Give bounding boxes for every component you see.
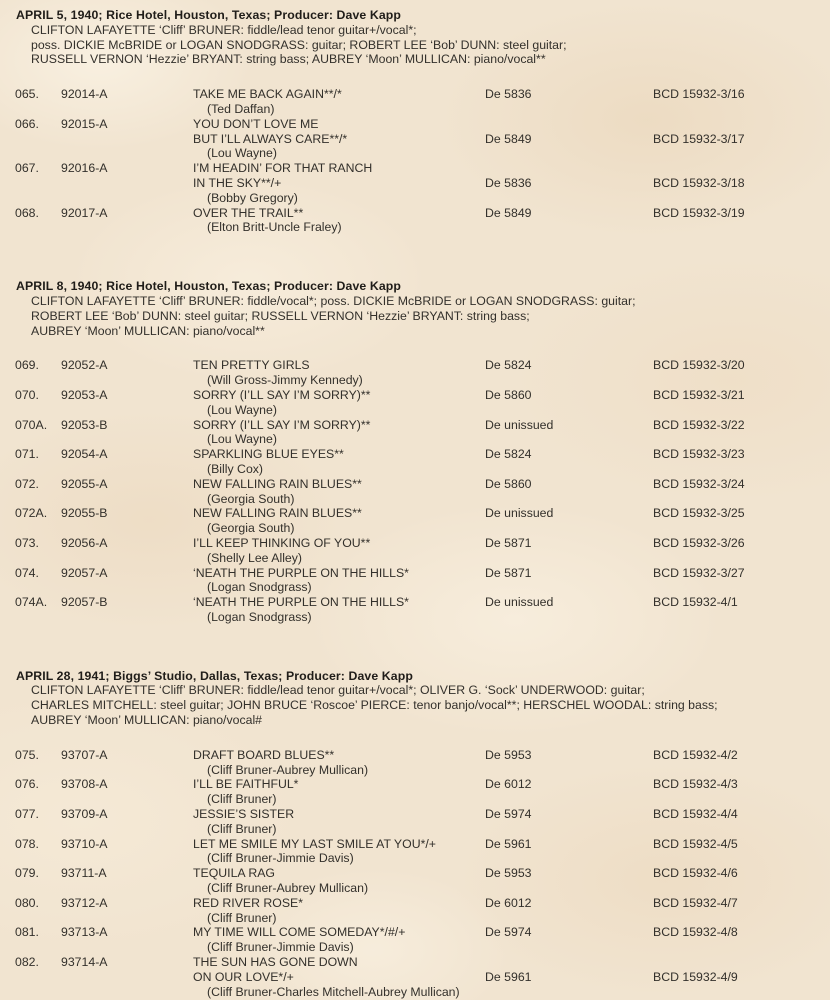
bcd-reference: BCD 15932-4/5 [653,836,738,851]
composer-credit: (Cliff Bruner) [207,821,277,836]
session-block [0,279,830,625]
song-title: IN THE SKY**/+ [193,175,282,190]
track-number: 066. [15,116,39,131]
bcd-reference: BCD 15932-3/20 [653,358,745,373]
composer-line [15,462,830,477]
personnel-line: CLIFTON LAFAYETTE ‘Cliff’ BRUNER: fiddle/lead tenor guitar+/vocal*; OLIVER G. ‘Sock’ UNDERWOOD: guitar; [31,683,645,698]
track-line [15,87,830,102]
record-label: De 5961 [485,969,532,984]
track-list [0,87,830,235]
composer-line [15,580,830,595]
matrix-number [61,985,193,1000]
composer-line [15,551,830,566]
matrix-number [61,220,193,235]
personnel-line: ROBERT LEE ‘Bob’ DUNN: steel guitar; RUSSELL VERNON ‘Hezzie’ BRYANT: string bass; [31,308,530,323]
track-number [15,176,61,191]
bcd-reference: BCD 15932-3/21 [653,387,745,402]
bcd-reference: BCD 15932-4/8 [653,925,738,940]
song-title: THE SUN HAS GONE DOWN [193,955,358,970]
composer-line [15,985,830,1000]
song-title: SORRY (I’LL SAY I’M SORRY)** [193,387,371,402]
track-number [15,911,61,926]
matrix-number [61,851,193,866]
track-number [15,191,61,206]
composer-line [15,220,830,235]
song-title: TAKE ME BACK AGAIN**/* [193,87,342,102]
track-number [15,432,61,447]
record-label: De 5961 [485,836,532,851]
matrix-number: 92053-A [61,387,108,402]
bcd-reference [653,161,830,176]
track-line [15,955,830,970]
track-number [15,146,61,161]
composer-credit: (Cliff Bruner-Charles Mitchell-Aubrey Mullican) [207,984,460,999]
track-line [15,837,830,852]
record-label: De 5824 [485,447,532,462]
song-title: JESSIE’S SISTER [193,807,295,822]
table-row [15,117,830,161]
composer-credit: (Georgia South) [207,491,295,506]
song-title: BUT I’LL ALWAYS CARE**/* [193,131,348,146]
song-title: ‘NEATH THE PURPLE ON THE HILLS* [193,565,409,580]
song-title: ‘NEATH THE PURPLE ON THE HILLS* [193,595,409,610]
track-number: 074A. [15,595,48,610]
personnel-line: RUSSELL VERNON ‘Hezzie’ BRYANT: string bass; AUBREY ‘Moon’ MULLICAN: piano/vocal** [31,52,546,67]
matrix-number [61,610,193,625]
session-header: APRIL 5, 1940; Rice Hotel, Houston, Texas; Producer: Dave Kapp [16,8,402,22]
personnel-line: CLIFTON LAFAYETTE ‘Cliff’ BRUNER: fiddle/vocal*; poss. DICKIE McBRIDE or LOGAN SNODGRASS: guitar; [31,293,636,308]
composer-line [15,521,830,536]
table-row [15,87,830,117]
track-number: 076. [15,777,39,792]
matrix-number: 93710-A [61,836,108,851]
composer-credit: (Elton Britt-Uncle Fraley) [207,220,342,235]
matrix-number: 92056-A [61,535,108,550]
track-number: 067. [15,161,39,176]
track-line [15,807,830,822]
table-row [15,388,830,418]
track-number [15,881,61,896]
matrix-number [61,102,193,117]
record-label [485,117,653,132]
table-row [15,955,830,999]
table-row [15,161,830,205]
track-line [15,566,830,581]
composer-credit: (Cliff Bruner-Aubrey Mullican) [207,762,369,777]
table-row [15,896,830,926]
bcd-reference [653,955,830,970]
track-number [15,462,61,477]
table-row [15,777,830,807]
matrix-number: 93713-A [61,925,108,940]
track-number: 070. [15,387,39,402]
track-number [15,851,61,866]
bcd-reference: BCD 15932-4/3 [653,777,738,792]
record-label: De 5849 [485,205,532,220]
track-line [15,161,830,176]
record-label: De 5860 [485,387,532,402]
matrix-number: 93711-A [61,866,107,881]
track-line [15,925,830,940]
song-title: SPARKLING BLUE EYES** [193,447,344,462]
matrix-number: 92015-A [61,116,108,131]
matrix-number [61,521,193,536]
track-number: 081. [15,925,39,940]
record-label: De 5836 [485,175,532,190]
track-number [15,763,61,778]
table-row [15,866,830,896]
record-label: De 5836 [485,87,532,102]
bcd-reference: BCD 15932-4/2 [653,747,738,762]
matrix-number: 92055-A [61,476,108,491]
matrix-number [61,792,193,807]
matrix-number [61,580,193,595]
track-number [15,822,61,837]
track-number: 070A. [15,417,48,432]
record-label: De 6012 [485,895,532,910]
record-label [485,161,653,176]
record-label: De 5871 [485,565,532,580]
composer-line [15,610,830,625]
table-row [15,595,830,625]
composer-line [15,191,830,206]
song-title: MY TIME WILL COME SOMEDAY*/#/+ [193,925,406,940]
matrix-number: 92052-A [61,358,108,373]
song-title: SORRY (I’LL SAY I’M SORRY)** [193,417,371,432]
matrix-number [61,970,193,985]
track-line [15,536,830,551]
track-line [15,970,830,985]
track-number: 071. [15,447,39,462]
table-row [15,358,830,388]
track-number [15,373,61,388]
composer-line [15,851,830,866]
composer-line [15,146,830,161]
track-list [0,358,830,624]
matrix-number: 92016-A [61,161,108,176]
composer-line [15,763,830,778]
record-label: De 5824 [485,358,532,373]
track-line [15,418,830,433]
track-number [15,220,61,235]
bcd-reference [653,117,830,132]
track-list [0,748,830,1000]
song-title: TEN PRETTY GIRLS [193,358,310,373]
personnel-line: CHARLES MITCHELL: steel guitar; JOHN BRUCE ‘Roscoe’ PIERCE: tenor banjo/vocal**; HERSCHEL WOODAL: string bass; [31,698,718,713]
matrix-number [61,822,193,837]
personnel-line: AUBREY ‘Moon’ MULLICAN: piano/vocal# [31,713,263,728]
track-number: 072. [15,476,39,491]
track-number: 075. [15,747,39,762]
bcd-reference: BCD 15932-4/7 [653,895,738,910]
song-title: I’LL KEEP THINKING OF YOU** [193,535,371,550]
track-number: 080. [15,895,39,910]
composer-credit: (Cliff Bruner-Jimmie Davis) [207,851,354,866]
table-row [15,566,830,596]
track-line [15,477,830,492]
table-row [15,807,830,837]
table-row [15,206,830,236]
table-row [15,447,830,477]
bcd-reference: BCD 15932-3/25 [653,506,745,521]
matrix-number: 92057-A [61,565,108,580]
matrix-number [61,132,193,147]
record-label: De 5974 [485,925,532,940]
bcd-reference: BCD 15932-3/24 [653,476,745,491]
track-number [15,580,61,595]
personnel-line: AUBREY ‘Moon’ MULLICAN: piano/vocal** [31,323,265,338]
track-line [15,176,830,191]
bcd-reference: BCD 15932-3/18 [653,175,745,190]
matrix-number: 92017-A [61,205,108,220]
record-label: De 5953 [485,866,532,881]
track-line [15,447,830,462]
song-title: NEW FALLING RAIN BLUES** [193,506,362,521]
composer-credit: (Lou Wayne) [207,146,277,161]
track-number [15,970,61,985]
matrix-number [61,911,193,926]
track-number [15,403,61,418]
song-title: OVER THE TRAIL** [193,205,304,220]
composer-credit: (Will Gross-Jimmy Kennedy) [207,373,363,388]
matrix-number: 93708-A [61,777,108,792]
composer-line [15,792,830,807]
song-title: LET ME SMILE MY LAST SMILE AT YOU*/+ [193,836,436,851]
track-number [15,102,61,117]
matrix-number: 93712-A [61,895,108,910]
composer-line [15,881,830,896]
matrix-number [61,403,193,418]
track-line [15,388,830,403]
song-title: ON OUR LOVE*/+ [193,969,294,984]
bcd-reference: BCD 15932-3/16 [653,87,745,102]
song-title: DRAFT BOARD BLUES** [193,747,335,762]
bcd-reference: BCD 15932-4/4 [653,807,738,822]
composer-credit: (Lou Wayne) [207,402,277,417]
track-number: 073. [15,535,39,550]
discography-page [0,8,830,999]
composer-line [15,403,830,418]
matrix-number [61,146,193,161]
bcd-reference: BCD 15932-3/26 [653,535,745,550]
record-label: De unissued [485,506,554,521]
table-row [15,536,830,566]
track-number [15,132,61,147]
track-number [15,521,61,536]
bcd-reference: BCD 15932-3/27 [653,565,745,580]
composer-credit: (Billy Cox) [207,461,264,476]
bcd-reference: BCD 15932-3/22 [653,417,745,432]
session-block [0,8,830,235]
composer-line [15,432,830,447]
matrix-number [61,551,193,566]
matrix-number: 93709-A [61,807,108,822]
track-number: 078. [15,836,39,851]
composer-credit: (Lou Wayne) [207,432,277,447]
composer-credit: (Ted Daffan) [207,101,275,116]
track-number [15,792,61,807]
track-number: 068. [15,205,39,220]
composer-credit: (Cliff Bruner) [207,910,277,925]
composer-credit: (Cliff Bruner-Jimmie Davis) [207,940,354,955]
record-label: De 5974 [485,807,532,822]
track-line [15,866,830,881]
table-row [15,837,830,867]
record-label: De 5849 [485,131,532,146]
composer-line [15,822,830,837]
record-label: De 5871 [485,535,532,550]
table-row [15,477,830,507]
record-label: De 6012 [485,777,532,792]
personnel-line: poss. DICKIE McBRIDE or LOGAN SNODGRASS: guitar; ROBERT LEE ‘Bob’ DUNN: steel guitar; [31,37,567,52]
session-block [0,669,830,1000]
track-line [15,896,830,911]
track-number [15,492,61,507]
track-line [15,206,830,221]
matrix-number [61,432,193,447]
composer-line [15,911,830,926]
bcd-reference: BCD 15932-3/17 [653,131,745,146]
matrix-number [61,881,193,896]
track-number [15,551,61,566]
composer-line [15,492,830,507]
composer-line [15,373,830,388]
matrix-number: 92057-B [61,595,108,610]
track-number: 079. [15,866,39,881]
composer-line [15,940,830,955]
matrix-number [61,462,193,477]
track-number: 065. [15,87,39,102]
track-number [15,985,61,1000]
song-title: I’LL BE FAITHFUL* [193,777,299,792]
track-number: 077. [15,807,39,822]
song-title: I’M HEADIN’ FOR THAT RANCH [193,161,373,176]
track-number: 074. [15,565,39,580]
table-row [15,925,830,955]
matrix-number [61,373,193,388]
composer-credit: (Bobby Gregory) [207,190,298,205]
track-line [15,358,830,373]
track-number: 072A. [15,506,48,521]
table-row [15,748,830,778]
track-line [15,117,830,132]
composer-credit: (Cliff Bruner) [207,792,277,807]
composer-credit: (Shelly Lee Alley) [207,550,303,565]
composer-credit: (Cliff Bruner-Aubrey Mullican) [207,881,369,896]
composer-credit: (Logan Snodgrass) [207,580,312,595]
composer-credit: (Logan Snodgrass) [207,609,312,624]
matrix-number: 93707-A [61,747,108,762]
session-header: APRIL 28, 1941; Biggs’ Studio, Dallas, Texas; Producer: Dave Kapp [16,668,413,683]
track-number [15,610,61,625]
sessions-container [0,8,830,999]
table-row [15,506,830,536]
track-number [15,940,61,955]
track-line [15,748,830,763]
table-row [15,418,830,448]
matrix-number: 92055-B [61,506,108,521]
personnel-line: CLIFTON LAFAYETTE ‘Cliff’ BRUNER: fiddle/lead tenor guitar+/vocal*; [31,22,417,37]
session-header: APRIL 8, 1940; Rice Hotel, Houston, Texas; Producer: Dave Kapp [16,279,402,294]
record-label: De unissued [485,417,554,432]
bcd-reference: BCD 15932-4/1 [653,595,738,610]
song-title: TEQUILA RAG [193,866,276,881]
bcd-reference: BCD 15932-4/6 [653,866,738,881]
song-title: YOU DON’T LOVE ME [193,116,319,131]
track-number: 069. [15,358,39,373]
song-title: NEW FALLING RAIN BLUES** [193,476,362,491]
track-line [15,506,830,521]
composer-credit: (Georgia South) [207,521,295,536]
record-label [485,955,653,970]
bcd-reference: BCD 15932-3/23 [653,447,745,462]
matrix-number: 93714-A [61,955,108,970]
song-title: RED RIVER ROSE* [193,895,304,910]
matrix-number [61,191,193,206]
matrix-number [61,176,193,191]
matrix-number: 92054-A [61,447,108,462]
track-line [15,595,830,610]
track-number: 082. [15,955,39,970]
matrix-number [61,763,193,778]
composer-line [15,102,830,117]
record-label: De 5860 [485,476,532,491]
bcd-reference: BCD 15932-3/19 [653,205,745,220]
track-line [15,777,830,792]
track-line [15,132,830,147]
matrix-number: 92014-A [61,87,108,102]
bcd-reference: BCD 15932-4/9 [653,969,738,984]
matrix-number [61,940,193,955]
matrix-number: 92053-B [61,417,108,432]
record-label: De 5953 [485,747,532,762]
matrix-number [61,492,193,507]
record-label: De unissued [485,595,554,610]
